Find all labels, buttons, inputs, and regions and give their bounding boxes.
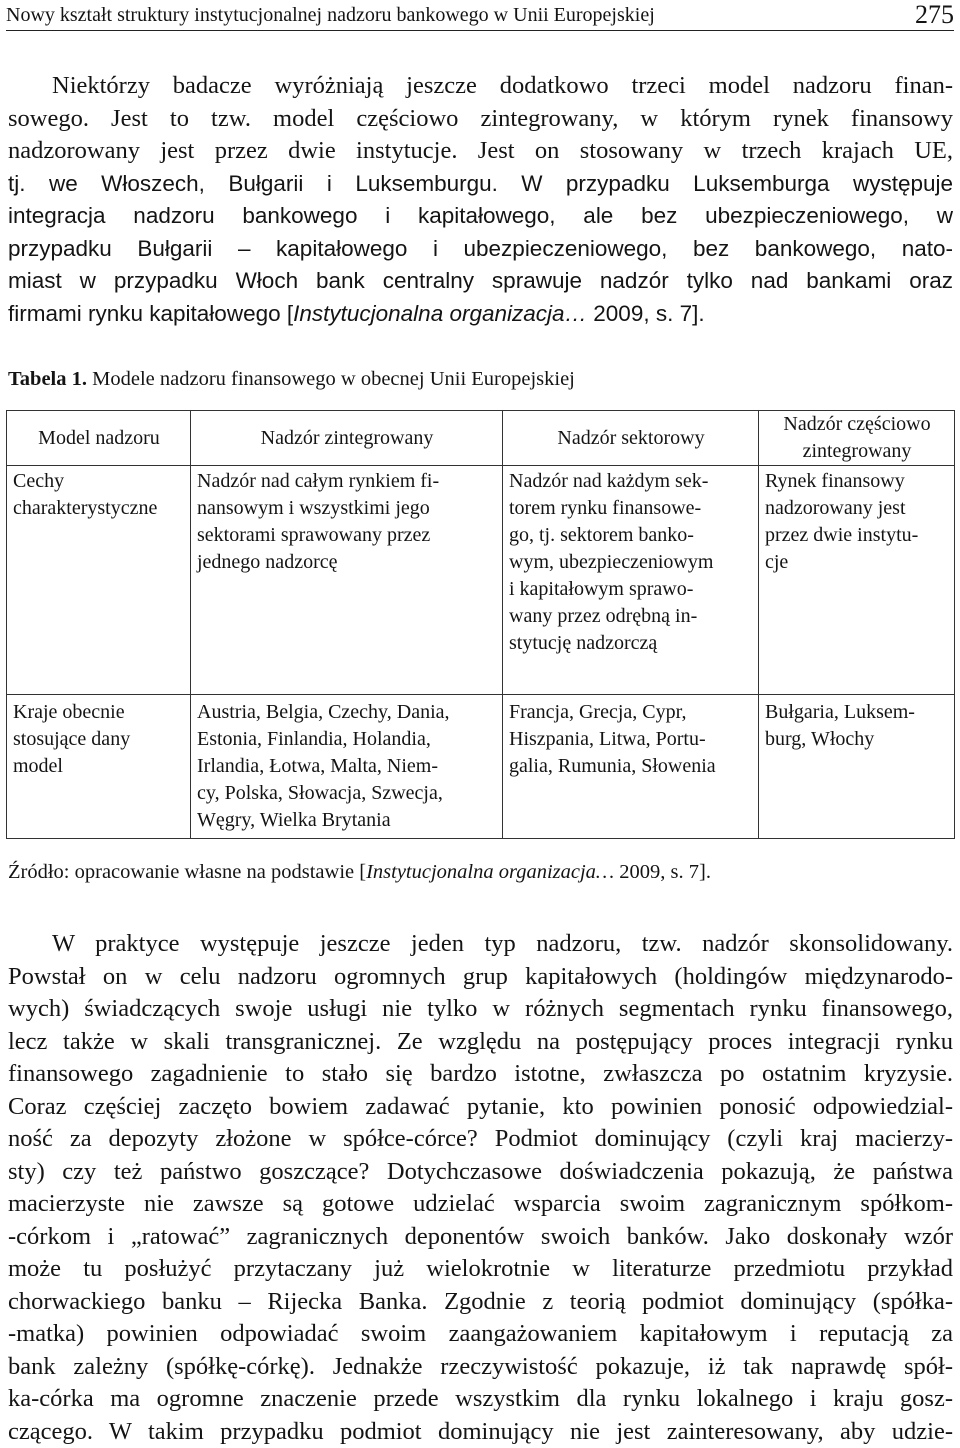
cell-line: cy, Polska, Słowacja, Szwecja, (197, 780, 497, 807)
cell-line: nansowym i wszystkimi jego (197, 495, 497, 522)
text-line (8, 168, 953, 201)
table-row (7, 466, 955, 695)
header-cell (503, 411, 759, 466)
cell-line: Irlandia, Łotwa, Malta, Niem- (197, 753, 497, 780)
text-line: -matka) powinien odpowiadać swoim zaangażowaniem kapitałowym i reputacją za (8, 1318, 953, 1351)
cell-line: model (13, 753, 185, 780)
header-cell (759, 411, 955, 466)
cell-line: go, tj. sektorem banko- (509, 522, 753, 549)
cell-line: wany przez odrębną in- (509, 603, 753, 630)
text-fragment: firmami rynku kapitałowego [ (8, 301, 293, 326)
paragraph-consolidated (8, 928, 953, 1448)
header-text: Model nadzoru (38, 427, 160, 449)
cell-line: Estonia, Finlandia, Holandia, (197, 726, 497, 753)
text-line: finansowego zagadnienie to stało się bardzo istotne, zwłaszcza po ostatnim kryzysie. (8, 1058, 953, 1091)
cell-line: Nadzór nad całym rynkiem fi- (197, 468, 497, 495)
table-caption-text: Modele nadzoru finansowego w obecnej Unii Europejskiej (87, 368, 575, 390)
cell-line: Rynek finansowy (765, 468, 949, 495)
header-cell (7, 411, 191, 466)
cell-line: Hiszpania, Litwa, Portu- (509, 726, 753, 753)
cell-line: nadzorowany jest (765, 495, 949, 522)
header-text: Nadzór częściowo (765, 411, 949, 438)
table-caption (8, 366, 575, 392)
cell-line: stosujące dany (13, 726, 185, 753)
table-cell (759, 695, 955, 839)
table-source (8, 858, 711, 886)
cell-line: sektorami sprawowany przez (197, 522, 497, 549)
page-number: 275 (915, 0, 954, 30)
running-head-title: Nowy kształt struktury instytucjonalnej nadzoru bankowego w Unii Europejskiej (6, 0, 655, 30)
cell-line: Austria, Belgia, Czechy, Dania, (197, 699, 497, 726)
text-line: Coraz częściej zaczęto bowiem zadawać pytanie, kto powinien ponosić odpowiedzial- (8, 1091, 953, 1124)
cell-line: Nadzór nad każdym sek- (509, 468, 753, 495)
running-head (6, 0, 954, 31)
header-text: Nadzór sektorowy (557, 427, 704, 449)
table-label: Tabela 1. (8, 368, 87, 390)
table-cell (759, 466, 955, 695)
text-line: Powstał on w celu nadzoru ogromnych grup kapitałowych (holdingów międzynarodo- (8, 961, 953, 994)
text-line: wych) świadczących swoje usługi nie tylko w różnych segmentach rynku finansowego, (8, 993, 953, 1026)
text-line: sowego. Jest to tzw. model częściowo zintegrowany, w którym rynek finansowy (8, 103, 953, 136)
text-line: ka-córka ma ogromne znaczenie przede wszystkim dla rynku lokalnego i kraju gosz- (8, 1383, 953, 1416)
cell-line: torem rynku finansowe- (509, 495, 753, 522)
text-line: nadzorowany jest przez dwie instytucje. Jest on stosowany w trzech krajach UE, (8, 135, 953, 168)
cell-line: i kapitałowym sprawo- (509, 576, 753, 603)
cell-line: Kraje obecnie (13, 699, 185, 726)
cell-line: Węgry, Wielka Brytania (197, 807, 497, 834)
cell-line: przez dwie instytu- (765, 522, 949, 549)
text-line: W praktyce występuje jeszcze jeden typ nadzoru, tzw. nadzór skonsolidowany. (8, 928, 953, 961)
text-fragment: 2009, s. 7]. (587, 301, 705, 326)
text-line: przypadku Bułgarii – kapitałowego i ubezpieczeniowego, bez bankowego, nato- (8, 233, 953, 266)
cell-line: Francja, Grecja, Cypr, (509, 699, 753, 726)
cell-line: wym, ubezpieczeniowym (509, 549, 753, 576)
text-line: ność za depozyty złożone w spółce-córce? Podmiot dominujący (czyli kraj macierzy- (8, 1123, 953, 1156)
models-table (6, 410, 955, 839)
text-line: macierzyste nie zawsze są gotowe udzielać wsparcia swoim zagranicznym spółkom- (8, 1188, 953, 1221)
text-line: miast w przypadku Włoch bank centralny sprawuje nadzór tylko nad bankami oraz (8, 265, 953, 298)
table-cell (191, 466, 503, 695)
text-fragment: W przypadku Luksemburga występuje (521, 171, 953, 196)
source-prefix: Źródło: opracowanie własne na podstawie [ (8, 861, 366, 883)
text-line: bank zależny (spółkę-córkę). Jednakże rzeczywistość pokazuje, iż tak naprawdę spół- (8, 1351, 953, 1384)
cell-line: Cechy (13, 468, 185, 495)
cell-line: jednego nadzorcę (197, 549, 497, 576)
paragraph-models (8, 70, 953, 330)
header-text: Nadzór zintegrowany (261, 427, 434, 449)
cell-line: galia, Rumunia, Słowenia (509, 753, 753, 780)
header-cell (191, 411, 503, 466)
text-fragment: tj. we Włoszech, Bułgarii i Luksemburgu. (8, 171, 498, 196)
table-cell (7, 466, 191, 695)
cell-line: stytucję nadzorczą (509, 630, 753, 657)
cell-line: burg, Włochy (765, 726, 949, 753)
text-line: czącego. W takim przypadku podmiot dominujący nie jest zainteresowany, aby udzie- (8, 1416, 953, 1448)
text-line: -córkom i „ratować” zagranicznych deponentów swoich banków. Jako doskonały wzór (8, 1221, 953, 1254)
text-line: sty) czy też państwo goszczące? Dotychczasowe doświadczenia pokazują, że państwa (8, 1156, 953, 1189)
table-cell (191, 695, 503, 839)
citation-title: Instytucjonalna organizacja… (293, 301, 587, 326)
cell-line: Bułgaria, Luksem- (765, 699, 949, 726)
cell-line: charakterystyczne (13, 495, 185, 522)
text-line: lecz także w skali transgranicznej. Ze względu na postępujący proces integracji rynku (8, 1026, 953, 1059)
text-line: Niektórzy badacze wyróżniają jeszcze dodatkowo trzeci model nadzoru finan- (8, 70, 953, 103)
table-cell (7, 695, 191, 839)
table-cell (503, 466, 759, 695)
citation-title: Instytucjonalna organizacja… (366, 861, 614, 883)
table-row (7, 695, 955, 839)
cell-line: cje (765, 549, 949, 576)
text-line (8, 298, 953, 331)
text-line: integracja nadzoru bankowego i kapitałowego, ale bez ubezpieczeniowego, w (8, 200, 953, 233)
table-cell (503, 695, 759, 839)
header-text: zintegrowany (765, 438, 949, 465)
text-line: chorwackiego banku – Rijecka Banka. Zgodnie z teorią podmiot dominujący (spółka- (8, 1286, 953, 1319)
source-suffix: 2009, s. 7]. (614, 861, 711, 883)
text-line: może tu posłużyć przytaczany już wielokrotnie w literaturze przedmiotu przykład (8, 1253, 953, 1286)
table-header-row (7, 411, 955, 466)
